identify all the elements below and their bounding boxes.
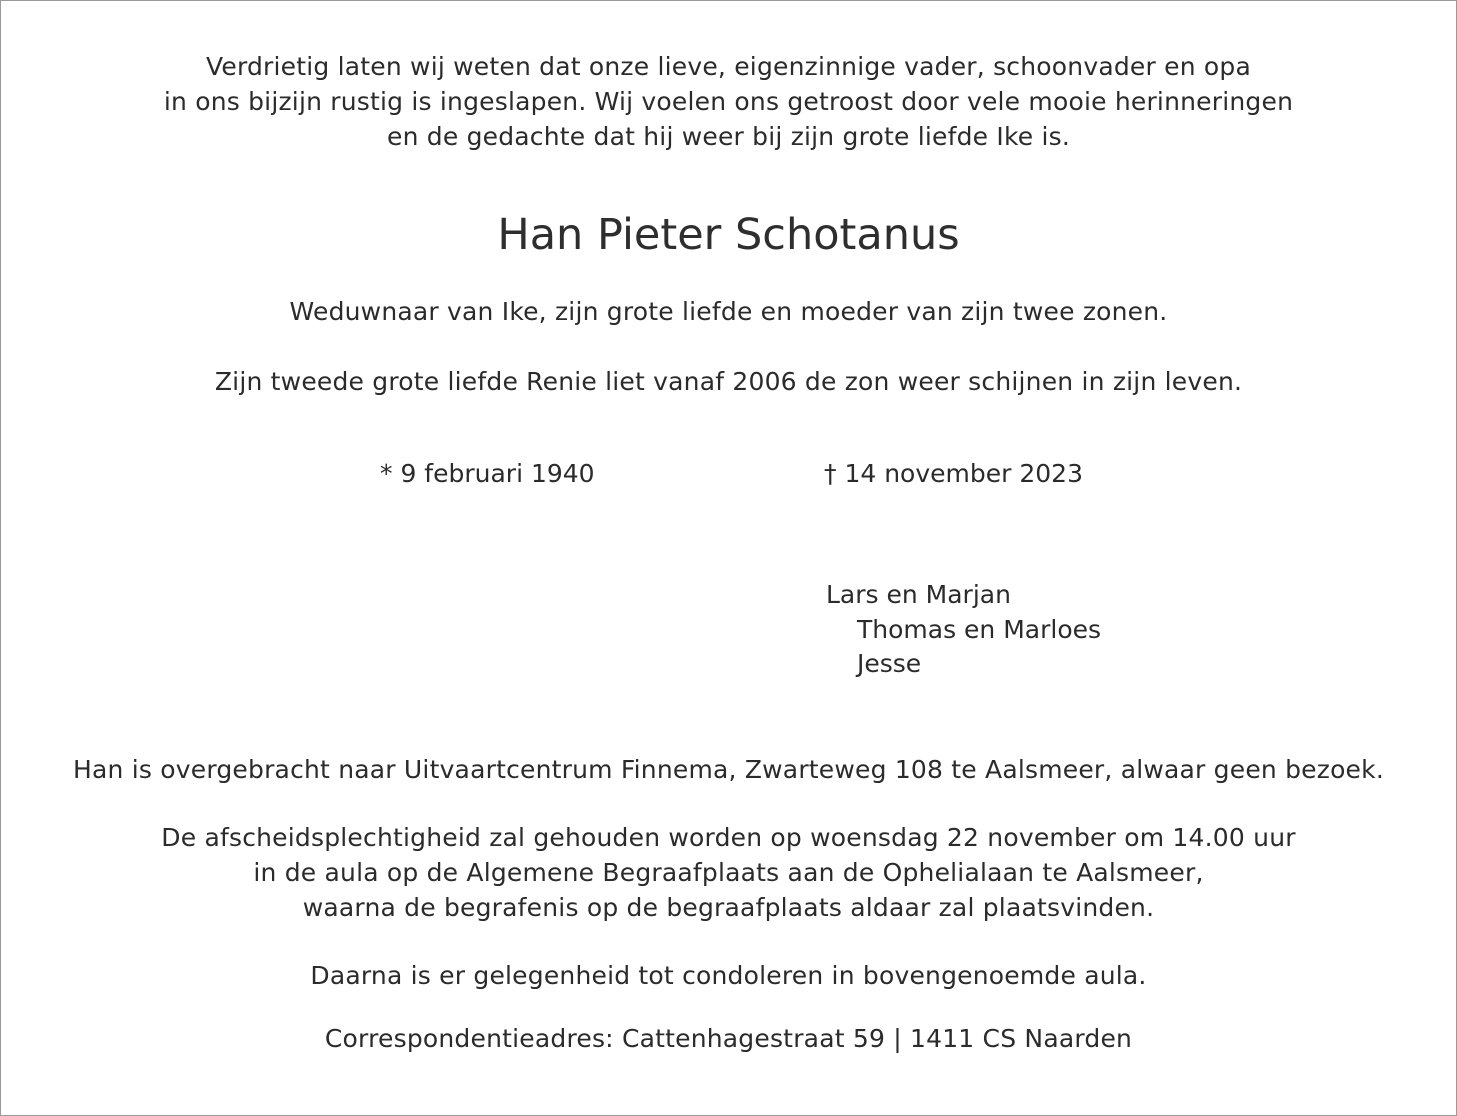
death-date: † 14 november 2023: [824, 459, 1083, 488]
transfer-line: Han is overgebracht naar Uitvaartcentrum Finnema, Zwarteweg 108 te Aalsmeer, alwaar geen bezoek.: [73, 755, 1384, 784]
intro-line-2: in ons bijzijn rustig is ingeslapen. Wij voelen ons getroost door vele mooie herinneringen: [163, 87, 1294, 116]
condolence-line: Daarna is er gelegenheid tot condoleren in bovengenoemde aula.: [310, 961, 1147, 990]
ceremony-line-1: De afscheidsplechtigheid zal gehouden worden op woensdag 22 november om 14.00 uur: [161, 823, 1296, 852]
family-line-1: Lars en Marjan: [826, 580, 1011, 609]
intro-line-3: en de gedachte dat hij weer bij zijn grote liefde Ike is.: [387, 122, 1070, 151]
correspondence-address: Correspondentieadres: Cattenhagestraat 59 | 1411 CS Naarden: [324, 1024, 1133, 1053]
intro-line-1: Verdrietig laten wij weten dat onze lieve, eigenzinnige vader, schoonvader en opa: [206, 52, 1251, 81]
family-line-3: Jesse: [857, 649, 922, 678]
deceased-name: Han Pieter Schotanus: [497, 210, 960, 260]
birth-date: * 9 februari 1940: [380, 459, 595, 488]
second-love-line: Zijn tweede grote liefde Renie liet vanaf 2006 de zon weer schijnen in zijn leven.: [214, 367, 1243, 396]
ceremony-line-3: waarna de begrafenis op de begraafplaats aldaar zal plaatsvinden.: [302, 893, 1155, 922]
widower-line: Weduwnaar van Ike, zijn grote liefde en moeder van zijn twee zonen.: [289, 297, 1168, 326]
ceremony-line-2: in de aula op de Algemene Begraafplaats aan de Ophelialaan te Aalsmeer,: [253, 858, 1204, 887]
family-line-2: Thomas en Marloes: [857, 615, 1102, 644]
